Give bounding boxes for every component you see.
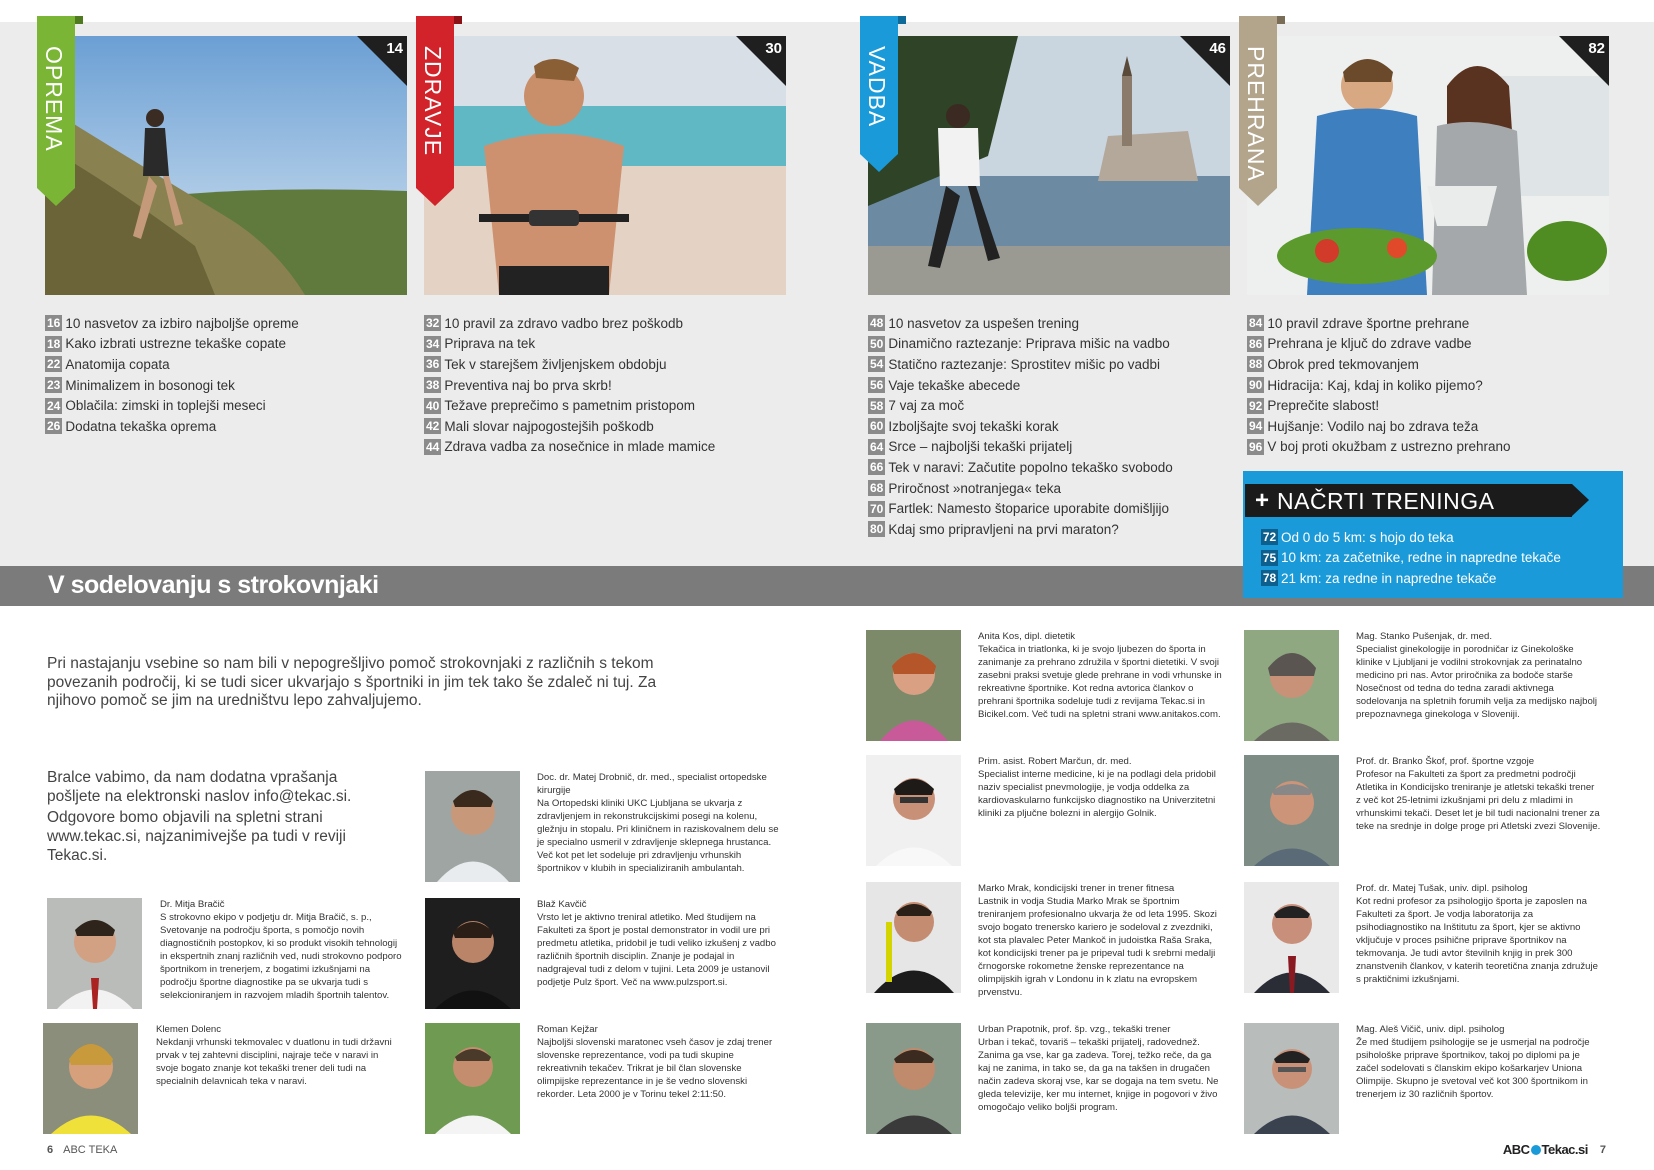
expert-portrait bbox=[866, 1023, 961, 1134]
contact-paragraph: Bralce vabimo, da nam dodatna vprašanja pošljete na elektronski naslov info@tekac.si. bbox=[47, 769, 352, 805]
training-plans-box bbox=[1243, 471, 1623, 598]
footer-left bbox=[47, 1144, 117, 1156]
toc-list bbox=[45, 313, 465, 437]
toc-item[interactable]: 84 10 pravil zdrave športne prehrane bbox=[1249, 315, 1470, 331]
expert-name: Anita Kos, dipl. dietetik bbox=[978, 631, 1076, 642]
page-number-right: 7 bbox=[1599, 1143, 1606, 1156]
expert-bio: Specialist interne medicine, ki je na podlagi dela pridobil naziv specialist pnevmologije, je vodja oddelka za kardiovaskularno funkcijsko diagnostiko na Univerzitetni kliniki za pljučne bolezni in alergijo Golnik. bbox=[978, 769, 1216, 819]
expert-name: Urban Prapotnik, prof. šp. vzg., tekaški trener bbox=[978, 1024, 1171, 1035]
section-page-number: 30 bbox=[765, 40, 782, 57]
toc-item[interactable]: 54 Statično raztezanje: Sprostitev mišic po vadbi bbox=[870, 356, 1160, 372]
expert-portrait bbox=[43, 1023, 138, 1134]
brand-logo: ABC Tekac.si bbox=[1502, 1142, 1588, 1157]
expert-name: Mag. Stanko Pušenjak, dr. med. bbox=[1356, 631, 1492, 642]
expert-portrait bbox=[47, 898, 142, 1009]
expert-portrait bbox=[1244, 630, 1339, 741]
expert-portrait bbox=[866, 630, 961, 741]
toc-item[interactable]: 26 Dodatna tekaška oprema bbox=[47, 418, 217, 434]
contact-paragraph: Odgovore bomo objavili na spletni strani www.tekac.si, najzanimivejše pa tudi v reviji Tekac.si. bbox=[47, 809, 346, 864]
toc-list bbox=[424, 313, 844, 457]
expert-portrait bbox=[866, 882, 961, 993]
tab-label: OPREMA bbox=[41, 46, 67, 152]
toc-item[interactable]: 32 10 pravil za zdravo vadbo brez poškodb bbox=[426, 315, 684, 331]
expert-bio: Že med študijem psihologije se je usmerjal na področje psihološke priprave športnikov, takoj po diplomi pa je začel sodelovati s članskim ekipo košarkarjev Uniona Olimpije. Skupno je svetoval več kot 300 športnikom in trenerjem iz 30 različnih športov. bbox=[1356, 1037, 1590, 1100]
toc-item[interactable]: 18 Kako izbrati ustrezne tekaške copate bbox=[47, 336, 286, 352]
toc-list bbox=[868, 313, 1288, 540]
expert-text bbox=[537, 771, 782, 875]
expert-bio: Specialist ginekologije in porodničar iz Ginekološke klinike v Ljubljani je vodilni strokovnjak za perinatalno medicino pri nas. Avtor priročnika za bodoče starše Nosečnost od tedna do tedna zaradi aktivnega sodelovanja na spletnih forumih velja za medijsko najbolj prepoznavnega ginekologa v Sloveniji. bbox=[1356, 644, 1598, 720]
toc-item[interactable]: 80 Kdaj smo pripravljeni na prvi maraton? bbox=[870, 521, 1119, 537]
expert-name: Prof. dr. Matej Tušak, univ. dipl. psiholog bbox=[1356, 883, 1528, 894]
tab-label: VADBA bbox=[864, 46, 890, 128]
toc-item[interactable]: 50 Dinamično raztezanje: Priprava mišic na vadbo bbox=[870, 336, 1170, 352]
tab-body bbox=[1239, 16, 1277, 188]
tab-zdravje bbox=[416, 16, 454, 206]
expert-portrait bbox=[866, 755, 961, 866]
toc-item[interactable]: 24 Oblačila: zimski in toplejši meseci bbox=[47, 398, 266, 414]
contact-text bbox=[47, 769, 377, 869]
expert-text bbox=[156, 1023, 401, 1088]
expert-portrait bbox=[1244, 755, 1339, 866]
expert-bio: Tekačica in triatlonka, ki je svojo ljubezen do športa in zanimanje za prehrano združila v športni dietetiki. V svoji zasebni praksi svetuje glede prehrane in vodi vrhunske in rekreativne športnike. Kot redna avtorica člankov o prehrani športnika sodeluje tudi z revijama Tekac.si in Bicikel.com. Več tudi na spletni strani www.anitakos.com. bbox=[978, 644, 1222, 720]
tab-fold bbox=[898, 16, 906, 24]
expert-text bbox=[537, 898, 782, 989]
tab-fold bbox=[1277, 16, 1285, 24]
toc-item[interactable]: 86 Prehrana je ključ do zdrave vadbe bbox=[1249, 336, 1472, 352]
expert-portrait bbox=[425, 771, 520, 882]
page-heading: V sodelovanju s strokovnjaki bbox=[48, 571, 379, 599]
tab-fold bbox=[75, 16, 83, 24]
expert-bio: Najboljši slovenski maratonec vseh časov je zdaj trener slovenske reprezentance, vodi pa tudi skupine rekreativnih tekačev. Trikrat je bil član slovenske olimpijske reprezentance in je še vedno slovenski rekorder. Leta 2000 je v Torinu tekel 2:11:50. bbox=[537, 1037, 773, 1100]
tab-oprema bbox=[37, 16, 75, 206]
toc-item[interactable]: 60 Izboljšajte svoj tekaški korak bbox=[870, 418, 1059, 434]
expert-name: Dr. Mitja Bračič bbox=[160, 899, 225, 910]
toc-item[interactable]: 72 Od 0 do 5 km: s hojo do teka bbox=[1262, 529, 1454, 545]
tab-body bbox=[37, 16, 75, 188]
toc-item[interactable]: 90 Hidracija: Kaj, kdaj in koliko pijemo? bbox=[1249, 377, 1483, 393]
expert-bio: Vrsto let je aktivno treniral atletiko. Med študijem na Fakulteti za šport je postal demonstrator in vodil ure pri predmetu atletika, pridobil je tudi veliko izkušenj z vadbo različnih športnih disciplin. Znanje je podajal in nadgrajeval tudi z delom v tujini. Leta 2009 je ustanovil podjetje Pulz šport. Več na www.pulzsport.si. bbox=[537, 912, 776, 988]
toc-item[interactable]: 94 Hujšanje: Vodilo naj bo zdrava teža bbox=[1249, 418, 1479, 434]
expert-name: Prof. dr. Branko Škof, prof. športne vzgoje bbox=[1356, 756, 1535, 767]
training-plans-header bbox=[1245, 484, 1572, 517]
expert-portrait bbox=[1244, 1023, 1339, 1134]
toc-item[interactable]: 68 Priročnost »notranjega« teka bbox=[870, 480, 1061, 496]
page-number-left: 6 bbox=[47, 1144, 54, 1156]
toc-item[interactable]: 34 Priprava na tek bbox=[426, 336, 536, 352]
expert-name: Doc. dr. Matej Drobnič, dr. med., specialist ortopedske kirurgije bbox=[537, 772, 767, 796]
expert-text bbox=[978, 882, 1223, 999]
tab-body bbox=[860, 16, 898, 154]
section-page-number: 46 bbox=[1209, 40, 1226, 57]
magazine-label: ABC TEKA bbox=[63, 1144, 118, 1156]
expert-text bbox=[537, 1023, 782, 1101]
training-plans-list bbox=[1261, 527, 1561, 589]
toc-item[interactable]: 75 10 km: za začetnike, redne in napredne tekače bbox=[1262, 550, 1561, 566]
toc-item[interactable]: 64 Srce – najboljši tekaški prijatelj bbox=[870, 439, 1073, 455]
footer-right bbox=[1503, 1142, 1606, 1157]
plus-icon: + bbox=[1255, 487, 1270, 514]
toc-item[interactable]: 22 Anatomija copata bbox=[47, 356, 170, 372]
expert-name: Prim. asist. Robert Marčun, dr. med. bbox=[978, 756, 1132, 767]
expert-bio: Na Ortopedski kliniki UKC Ljubljana se ukvarja z zdravljenjem in rekonstrukcijskimi posegi na kolenu, gležnju in stopalu. Pri kliničnem in raziskovalnem delu se je specialno usmeril v zdravljenje sklepnega hrustanca. Več kot pet let sodeluje pri zdravljenju vrhunskih športnikov v klubih in specializiranih ambulantah. bbox=[537, 798, 779, 874]
toc-item[interactable]: 40 Težave preprečimo s pametnim pristopom bbox=[426, 398, 695, 414]
tab-vadba bbox=[860, 16, 898, 206]
expert-name: Mag. Aleš Vičič, univ. dipl. psiholog bbox=[1356, 1024, 1505, 1035]
expert-text bbox=[1356, 755, 1601, 833]
toc-item[interactable]: 36 Tek v starejšem življenjskem obdobju bbox=[426, 356, 667, 372]
toc-item[interactable]: 78 21 km: za redne in napredne tekače bbox=[1262, 570, 1497, 586]
training-plans-title: NAČRTI TRENINGA bbox=[1277, 488, 1495, 514]
toc-item[interactable]: 48 10 nasvetov za uspešen trening bbox=[870, 315, 1079, 331]
section-page-number: 82 bbox=[1588, 40, 1605, 57]
expert-text bbox=[160, 898, 405, 1002]
expert-bio: Urban i tekač, tovariš – tekaški prijatelj, radovednež. Zanima ga vse, kar ga zadeva. Torej, težko reče, da ga kaj ne zanima, in tako se, da ga na takšen in drugačen način zadeva skoraj vse, kar se dogaja na tem svetu. Ne gleda televizije, ker mu internet, knjige in pogovori v živo omogočajo veliko boljši program. bbox=[978, 1037, 1219, 1113]
tab-fold bbox=[454, 16, 462, 24]
zdravje-photo bbox=[424, 36, 786, 295]
expert-name: Marko Mrak, kondicijski trener in trener fitnesa bbox=[978, 883, 1175, 894]
tab-label: ZDRAVJE bbox=[420, 46, 446, 157]
prehrana-photo bbox=[1247, 36, 1609, 295]
expert-portrait bbox=[425, 898, 520, 1009]
toc-item[interactable]: 70 Fartlek: Namesto štoparice uporabite domišljijo bbox=[870, 501, 1169, 517]
expert-text bbox=[1356, 1023, 1601, 1101]
toc-item[interactable]: 58 7 vaj za moč bbox=[870, 398, 965, 414]
toc-item[interactable]: 38 Preventiva naj bo prva skrb! bbox=[426, 377, 612, 393]
toc-item[interactable]: 23 Minimalizem in bosonogi tek bbox=[47, 377, 235, 393]
tab-label: PREHRANA bbox=[1243, 46, 1269, 182]
oprema-photo bbox=[45, 36, 407, 295]
expert-name: Roman Kejžar bbox=[537, 1024, 598, 1035]
expert-name: Blaž Kavčič bbox=[537, 899, 587, 910]
toc-item[interactable]: 88 Obrok pred tekmovanjem bbox=[1249, 356, 1419, 372]
tab-body bbox=[416, 16, 454, 188]
expert-bio: S strokovno ekipo v podjetju dr. Mitja Bračič, s. p., Svetovanje na področju športa, s pomočjo novih diagnostičnih postopkov, ki so produkt visokih tehnologij in ekspertnih znanj različnih ved, nudi strokovno podporo športnikom in trenerjem, z bogatimi izkušnjami na področju športne diagnostike pa se ukvarja tudi s selekcioniranjem in razvojem mladih športnih talentov. bbox=[160, 912, 402, 1001]
toc-item[interactable]: 42 Mali slovar najpogostejših poškodb bbox=[426, 418, 654, 434]
expert-text bbox=[978, 755, 1223, 820]
toc-item[interactable]: 66 Tek v naravi: Začutite popolno tekaško svobodo bbox=[870, 459, 1173, 475]
expert-portrait bbox=[425, 1023, 520, 1134]
expert-name: Klemen Dolenc bbox=[156, 1024, 222, 1035]
expert-bio: Lastnik in vodja Studia Marko Mrak se športnim treniranjem profesionalno ukvarja že od leta 1995. Skozi svojo bogato trenersko kariero je sodeloval z zvezdniki, kot sta plavalec Peter Mankoč in judoistka Raša Sraka, kot kondicijski trener pa je pripeval tudi k srebrni medalji črnogorske rokometne ženske reprezentance na olimpijskih igrah v Londonu in k zlatu na evropskem prvenstvu. bbox=[978, 896, 1217, 998]
tab-prehrana bbox=[1239, 16, 1277, 206]
toc-list bbox=[1247, 313, 1654, 457]
expert-bio: Nekdanji vrhunski tekmovalec v duatlonu in tudi državni prvak v tej zahtevni disciplini, najraje teče v naravi in svoje bogato znanje kot tekaški trener deli tudi na specialnih delavnicah teka v naravi. bbox=[156, 1037, 392, 1087]
expert-bio: Profesor na Fakulteti za šport za predmetni področji Atletika in Kondicijsko treniranje je atletski tekaški trener z več kot 25-letnimi izkušnjami pri delu z mladimi in vrhunskimi tekači. Deset let je bil tudi nacionalni trener za teke na srednje in dolge proge pri Atletski zvezi Slovenije. bbox=[1356, 769, 1601, 832]
expert-text bbox=[978, 630, 1223, 721]
expert-bio: Kot redni profesor za psihologijo športa je zaposlen na Fakulteti za šport. Je vodja laboratorija za psihodiagnostiko na Inštitutu za šport, kjer se aktivno vključuje v proces psihične priprave športnikov na tekmovanja. Je tudi avtor številnih knjig in prek 300 znanstvenih člankov, v katerih teoretična znanja združuje s praktičnimi izkušnjami. bbox=[1356, 896, 1598, 985]
expert-portrait bbox=[1244, 882, 1339, 993]
expert-text bbox=[1356, 882, 1601, 986]
expert-text bbox=[1356, 630, 1601, 721]
toc-item[interactable]: 92 Preprečite slabost! bbox=[1249, 398, 1380, 414]
toc-item[interactable]: 16 10 nasvetov za izbiro najboljše opreme bbox=[47, 315, 299, 331]
toc-item[interactable]: 56 Vaje tekaške abecede bbox=[870, 377, 1021, 393]
vadba-photo bbox=[868, 36, 1230, 295]
toc-item[interactable]: 96 V boj proti okužbam z ustrezno prehrano bbox=[1249, 439, 1511, 455]
intro-text: Pri nastajanju vsebine so nam bili v nepogrešljivo pomoč strokovnjaki z različnih s tekom povezanih področij, ki se tudi sicer ukvarjajo s športniki in jim tek tako še zdaleč ni tuj. Za njihovo pomoč se jim na uredništvu lepo zahvaljujemo. bbox=[47, 655, 657, 710]
toc-item[interactable]: 44 Zdrava vadba za nosečnice in mlade mamice bbox=[426, 439, 716, 455]
expert-text bbox=[978, 1023, 1223, 1114]
section-page-number: 14 bbox=[386, 40, 403, 57]
